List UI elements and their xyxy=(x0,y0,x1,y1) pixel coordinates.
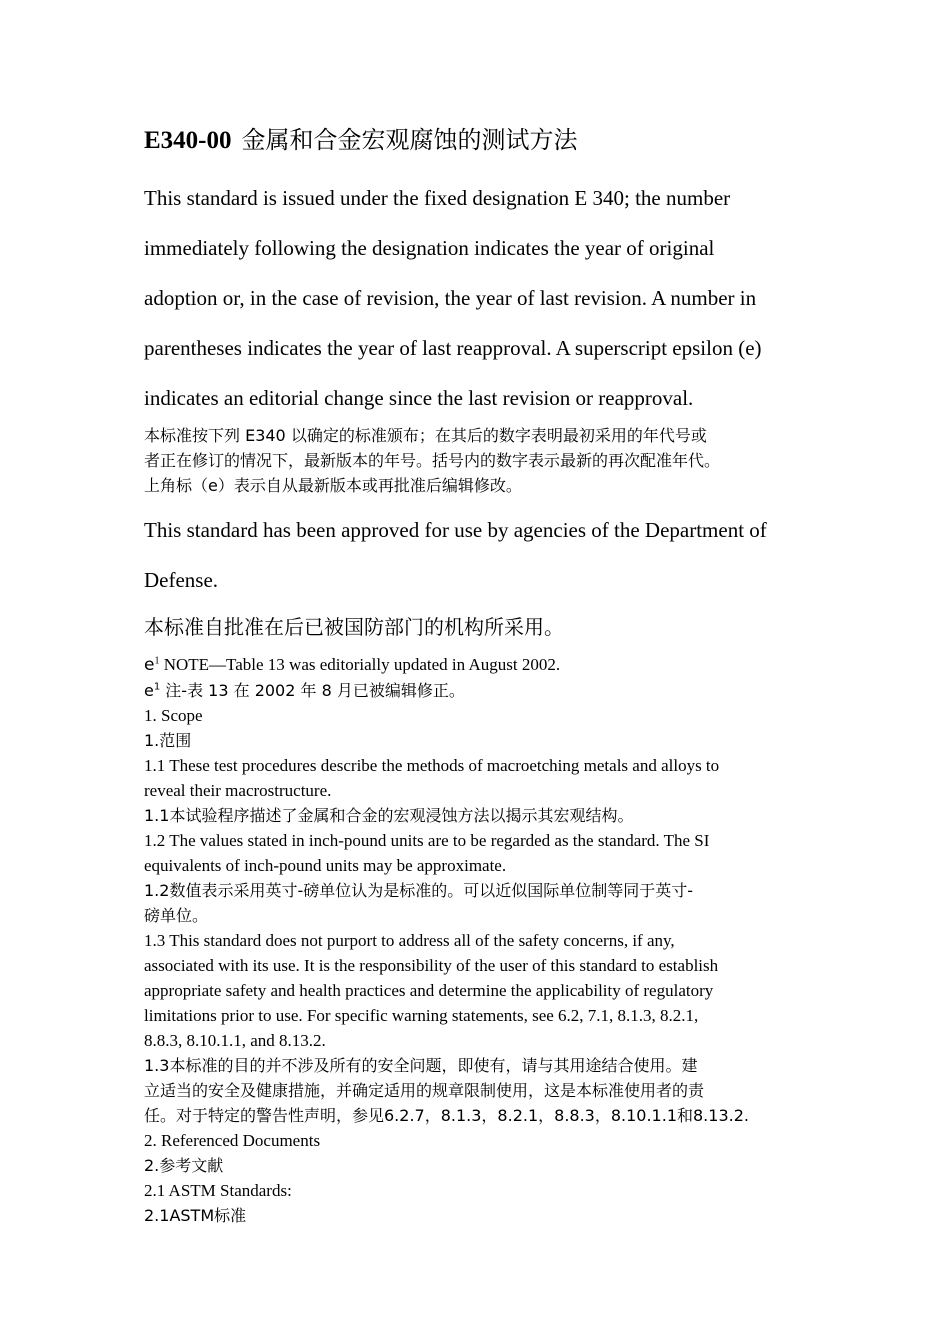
section-heading-scope-zh: 1.范围 xyxy=(144,731,192,750)
epsilon-symbol: e xyxy=(144,681,154,700)
clause-2-1-en: 2.1 ASTM Standards: xyxy=(144,1181,292,1200)
note-superscript: 1 xyxy=(154,655,160,667)
title-chinese: 金属和合金宏观腐蚀的测试方法 xyxy=(241,126,578,154)
note-en-text: NOTE—Table 13 was editorially updated in August 2002. xyxy=(159,655,561,674)
clause-1-2-en: 1.2 The values stated in inch-pound units are to be regarded as the standard. The SI equivalents of inch-pound units may be approximate. xyxy=(144,831,710,875)
intro-chinese-paragraph xyxy=(144,423,816,498)
intro-en-line: adoption or, in the case of revision, the year of last revision. A number in xyxy=(144,286,757,310)
dod-en-line: This standard has been approved for use by agencies of the Department of xyxy=(144,518,767,542)
dod-english-paragraph xyxy=(144,505,816,605)
intro-english-paragraph xyxy=(144,173,816,423)
note-chinese xyxy=(144,678,816,703)
note-zh-text: 注-表 13 在 2002 年 8 月已被编辑修正。 xyxy=(160,681,465,700)
clause-1-1-zh: 1.1本试验程序描述了金属和合金的宏观浸蚀方法以揭示其宏观结构。 xyxy=(144,806,634,825)
clause-1-3-zh: 1.3本标准的目的并不涉及所有的安全问题，即使有，请与其用途结合使用。建 立适当的安全及健康措施，并确定适用的规章限制使用，这是本标准使用者的责 任。对于特定的警告性声明，参见6.2.7，8.1.3，8.2.1，8.8.3，8.10.1.1和8.13.2. xyxy=(144,1056,749,1125)
document-page xyxy=(144,118,816,1228)
clause-1-2-zh: 1.2数值表示采用英寸-磅单位认为是标准的。可以近似国际单位制等同于英寸- 磅单位。 xyxy=(144,881,693,925)
intro-en-line: This standard is issued under the fixed designation E 340; the number xyxy=(144,186,731,210)
section-heading-referenced-zh: 2.参考文献 xyxy=(144,1156,224,1175)
document-title xyxy=(144,118,816,163)
section-heading-referenced-en: 2. Referenced Documents xyxy=(144,1131,321,1150)
dod-en-line: Defense. xyxy=(144,568,219,592)
title-code: E340-00 xyxy=(144,127,232,154)
clause-1-3-en: 1.3 This standard does not purport to address all of the safety concerns, if any, associated with its use. It is the responsibility of the user of this standard to establish appropriate safety and health practices and determine the applicability of regulatory limitations prior to use. For specific warning statements, see 6.2, 7.1, 8.1.3, 8.2.1, 8.8.3, 8.10.1.1, and 8.13.2. xyxy=(144,931,719,1050)
note-superscript: 1 xyxy=(153,681,161,693)
intro-en-line: indicates an editorial change since the last revision or reapproval. xyxy=(144,386,694,410)
intro-zh-line: 者正在修订的情况下，最新版本的年号。括号内的数字表示最新的再次配准年代。 xyxy=(144,451,721,470)
intro-zh-line: 本标准按下列 E340 以确定的标准颁布；在其后的数字表明最初采用的年代号或 xyxy=(144,426,707,445)
note-english xyxy=(144,652,816,678)
intro-en-line: parentheses indicates the year of last reapproval. A superscript epsilon (e) xyxy=(144,336,762,360)
epsilon-symbol: e xyxy=(144,655,155,675)
intro-zh-line: 上角标（e）表示自从最新版本或再批准后编辑修改。 xyxy=(144,476,522,495)
intro-en-line: immediately following the designation indicates the year of original xyxy=(144,236,715,260)
clause-1-1-en: 1.1 These test procedures describe the methods of macroetching metals and alloys to reveal their macrostructure. xyxy=(144,756,720,800)
clause-2-1-zh: 2.1ASTM标准 xyxy=(144,1206,247,1225)
section-heading-scope-en: 1. Scope xyxy=(144,706,203,725)
dod-chinese-paragraph: 本标准自批准在后已被国防部门的机构所采用。 xyxy=(144,615,564,639)
